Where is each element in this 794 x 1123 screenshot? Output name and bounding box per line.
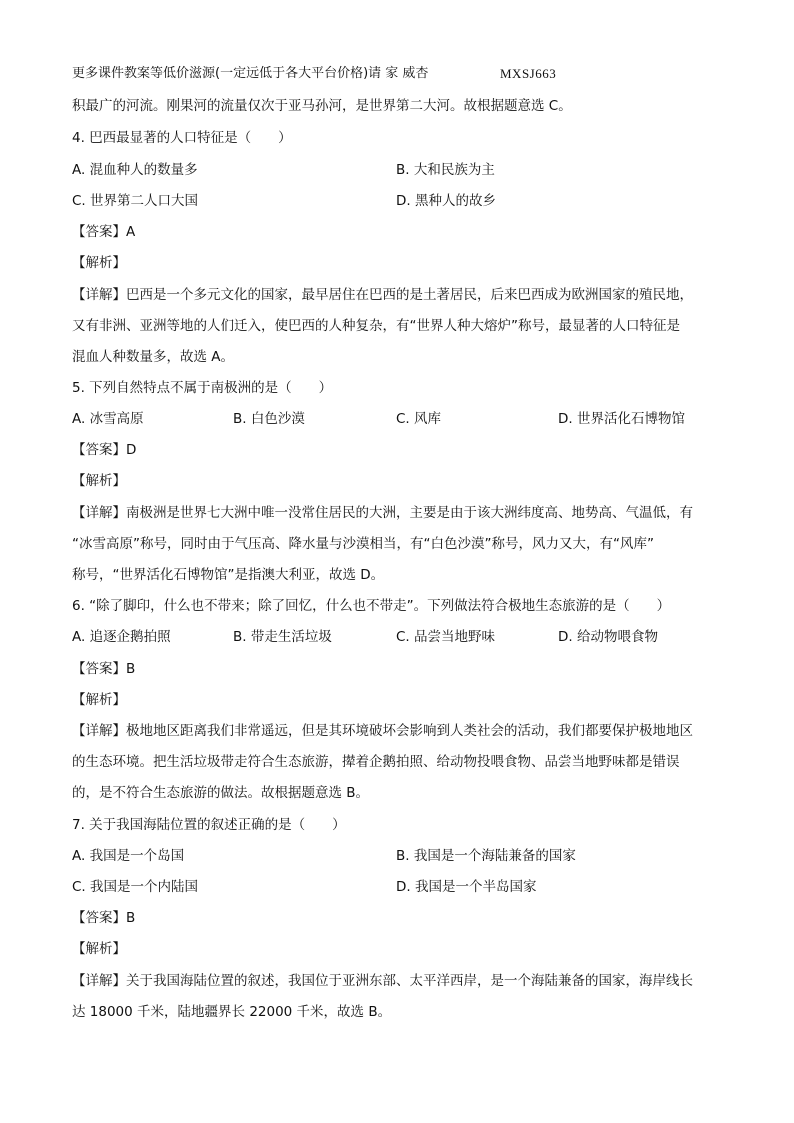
- q6-answer: 【答案】B: [72, 661, 136, 677]
- q6-option-d: D. 给动物喂食物: [558, 629, 658, 645]
- q4-option-c: C. 世界第二人口大国: [72, 193, 199, 209]
- page-header: [72, 64, 557, 84]
- q4-analysis-label: 【解析】: [72, 255, 126, 271]
- q4-detail-line-1: 【详解】巴西是一个多元文化的国家，最早居住在巴西的是土著居民，后来巴西成为欧洲国家的殖民地，: [72, 287, 693, 303]
- q5-option-c: C. 风库: [396, 411, 442, 427]
- q5-answer: 【答案】D: [72, 442, 137, 458]
- q6-detail-line-2: 的生态环境。把生活垃圾带走符合生态旅游，撵着企鹅拍照、给动物投喂食物、品尝当地野味都是错误: [72, 754, 680, 770]
- q5-option-b: B. 白色沙漠: [233, 411, 305, 427]
- q7-option-d: D. 我国是一个半岛国家: [396, 879, 537, 895]
- q7-option-a: A. 我国是一个岛国: [72, 848, 185, 864]
- q5-detail-line-3: 称号，“世界活化石博物馆”是指澳大利亚，故选 D。: [72, 567, 385, 583]
- header-code: MXSJ663: [500, 66, 557, 81]
- q5-detail-line-1: 【详解】南极洲是世界七大洲中唯一没常住居民的大洲，主要是由于该大洲纬度高、地势高、气温低，有: [72, 505, 693, 521]
- q7-analysis-label: 【解析】: [72, 941, 126, 957]
- intro-line: 积最广的河流。刚果河的流量仅次于亚马孙河，是世界第二大河。故根据题意选 C。: [72, 98, 572, 114]
- q6-option-b: B. 带走生活垃圾: [233, 629, 332, 645]
- q7-option-c: C. 我国是一个内陆国: [72, 879, 199, 895]
- q7-detail-line-2: 达 18000 千米，陆地疆界长 22000 千米，故选 B。: [72, 1004, 392, 1020]
- q5-option-a: A. 冰雪高原: [72, 411, 144, 427]
- q4-answer: 【答案】A: [72, 224, 136, 240]
- q4-option-b: B. 大和民族为主: [396, 162, 495, 178]
- q6-detail-line-1: 【详解】极地地区距离我们非常遥远，但是其环境破坏会影响到人类社会的活动，我们都要保护极地地区: [72, 723, 693, 739]
- q7-option-b: B. 我国是一个海陆兼备的国家: [396, 848, 576, 864]
- q6-stem: 6. “除了脚印，什么也不带来；除了回忆，什么也不带走”。下列做法符合极地生态旅游的是（ ）: [72, 598, 671, 614]
- q7-detail-line-1: 【详解】关于我国海陆位置的叙述，我国位于亚洲东部、太平洋西岸，是一个海陆兼备的国家，海岸线长: [72, 973, 693, 989]
- header-text: 更多课件教案等低价滋源(一定远低于各大平台价格)请 家 威杏: [72, 66, 429, 81]
- q7-stem: 7. 关于我国海陆位置的叙述正确的是（ ）: [72, 817, 346, 833]
- q5-stem: 5. 下列自然特点不属于南极洲的是（ ）: [72, 380, 333, 396]
- q4-detail-line-2: 又有非洲、亚洲等地的人们迁入，使巴西的人种复杂，有“世界人种大熔炉”称号，最显著的人口特征是: [72, 318, 680, 334]
- q6-analysis-label: 【解析】: [72, 692, 126, 708]
- q6-detail-line-3: 的，是不符合生态旅游的做法。故根据题意选 B。: [72, 785, 370, 801]
- q6-option-c: C. 品尝当地野味: [396, 629, 496, 645]
- q4-stem: 4. 巴西最显著的人口特征是（ ）: [72, 130, 292, 146]
- q5-option-d: D. 世界活化石博物馆: [558, 411, 685, 427]
- q6-option-a: A. 追逐企鹅拍照: [72, 629, 171, 645]
- q5-detail-line-2: “冰雪高原”称号，同时由于气压高、降水量与沙漠相当，有“白色沙漠”称号，风力又大，有“风库”: [72, 536, 654, 552]
- q4-detail-line-3: 混血人种数量多，故选 A。: [72, 349, 235, 365]
- q4-option-a: A. 混血种人的数量多: [72, 162, 198, 178]
- q5-analysis-label: 【解析】: [72, 473, 126, 489]
- q4-option-d: D. 黑种人的故乡: [396, 193, 496, 209]
- q7-answer: 【答案】B: [72, 910, 136, 926]
